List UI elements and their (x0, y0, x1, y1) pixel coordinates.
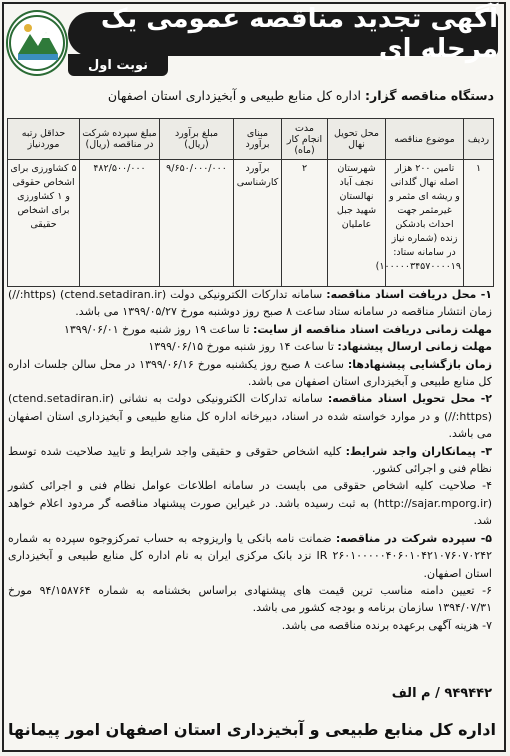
clause-text: تا ساعت ۱۹ روز شنبه مورخ ۱۳۹۹/۰۶/۰۱ (63, 322, 253, 336)
cell-min-rank: ۵ کشاورزی برای اشخاص حقوقی و ۱ کشاورزی برای اشخاص حقیقی (8, 160, 80, 287)
organizer-label: دستگاه مناقصه گزار: (365, 88, 494, 103)
col-header: محل تحویل نهال (328, 119, 386, 160)
clause-label: مهلت زمانی ارسال پیشنهاد: (337, 340, 492, 354)
table-header-row (8, 119, 494, 160)
round-label: نوبت اول (68, 54, 168, 76)
cell-estimate-basis: برآورد کارشناسی (234, 160, 282, 287)
clause-text: تا ساعت ۱۴ روز شنبه مورخ ۱۳۹۹/۰۶/۱۵ (148, 340, 338, 354)
notice-frame (2, 2, 506, 752)
clause-opening (8, 356, 492, 391)
organizer-name: اداره کل منابع طبیعی و آبخیزداری استان اصفهان (107, 88, 362, 103)
organization-logo (6, 10, 68, 76)
footer-org: اداره کل منابع طبیعی و آبخیزداری استان اصفهان امور پیمانها (8, 719, 496, 739)
clause-4: ۴- صلاحیت کلیه اشخاص حقوقی می بایست در سامانه اطلاعات عوامل نظام فنی و اجرائی کشور (http://sajar.mporg.ir) به ثبت رسیده باشد. در غیراین صورت پیشنهاد مناقصه گر مردود اعلام خواهد شد. (8, 479, 492, 528)
col-header: ردیف (464, 119, 494, 160)
cell-subject: تامین ۲۰۰ هزار اصله نهال گلدانی و ریشه ای مثمر و غیرمثمر جهت احداث بادشکن زنده (شماره نیاز در سامانه ستاد: ۱۰۰۰۰۰۳۴۵۷۰۰۰۰۱۹) (386, 160, 464, 287)
clause-label: ۵- سپرده شرکت در مناقصه: (335, 531, 492, 545)
table-row (8, 160, 494, 287)
clause-label: ۳- پیمانکاران واجد شرایط: (345, 444, 492, 458)
col-header: حداقل رتبه موردنیاز (8, 119, 80, 160)
clause-text: سامانه تدارکات الکترونیکی دولت (ctend.setadiran.ir) (https://) زمان انتشار مناقصه در سامانه ستاد ساعت ۸ صبح روز دوشنبه مورخ ۱۳۹۹/۰۵/۲۷ می باشد. (8, 288, 492, 319)
cell-row-number: ۱ (464, 160, 494, 287)
cell-estimate-amount: ۹/۶۵۰/۰۰۰/۰۰۰ (160, 160, 234, 287)
clause-3 (8, 443, 492, 478)
col-header: مبنای برآورد (234, 119, 282, 160)
clause-label: زمان بازگشایی پیشنهادها: (347, 357, 492, 371)
col-header: مبلغ سپرده شرکت در مناقصه (ریال) (80, 119, 160, 160)
clause-text: ساعت ۸ صبح روز یکشنبه مورخ ۱۳۹۹/۰۶/۱۶ در محل سالن جلسات اداره کل منابع طبیعی و آبخیزداری استان اصفهان می باشد. (8, 357, 492, 389)
clause-6: ۶- تعیین دامنه مناسب ترین قیمت های پیشنهادی براساس بخشنامه به شماره ۹۴/۱۵۸۷۶۴ مورخ ۱۳۹۴/۰۷/۳۱ سازمان برنامه و بودجه کشور می باشد. (8, 583, 493, 615)
clause-doc-deadline (8, 321, 492, 338)
clause-5 (8, 530, 492, 582)
tender-table (7, 118, 494, 287)
col-header: مدت انجام کار (ماه) (282, 119, 328, 160)
clause-7: ۷- هزینه آگهی برعهده برنده مناقصه می باشد. (281, 618, 492, 632)
cell-delivery-place: شهرستان نجف آباد نهالستان شهید جبل عاملیان (328, 160, 386, 287)
clause-label: مهلت زمانی دریافت اسناد مناقصه از سایت: (252, 322, 492, 336)
clause-2 (8, 390, 492, 442)
cell-deposit-amount: ۴۸۲/۵۰۰/۰۰۰ (80, 160, 160, 287)
clause-label: ۱- محل دریافت اسناد مناقصه: (326, 288, 492, 301)
organizer-line (10, 88, 494, 108)
notice-title: آگهی تجدید مناقصه عمومی یک مرحله ای (68, 12, 498, 56)
clause-text: سامانه تدارکات الکترونیکی دولت به نشانی (ctend.setadiran.ir) (https://) و در موارد خواسته شده در اسناد، دبیرخانه اداره کل منابع طبیعی و آبخیزداری استان اصفهان می باشد. (8, 392, 492, 441)
reference-number: ۹۴۹۴۴۲ / م الف (391, 686, 492, 701)
notice-body (8, 286, 492, 634)
col-header: مبلغ برآورد (ریال) (160, 119, 234, 160)
notice-header (6, 4, 498, 82)
clause-bid-deadline (8, 338, 492, 355)
col-header: موضوع مناقصه (386, 119, 464, 160)
clause-text: ضمانت نامه بانکی یا واریزوجه به حساب تمرکزوجوه سپرده به شماره IR ۲۶۰۱۰۰۰۰۰۴۰۶۰۱۰۴۲۱۰۷۶۰۷۰۲۴۲ نزد بانک مرکزی ایران به نام اداره کل منابع طبیعی و آبخیزداری استان اصفهان. (8, 531, 492, 580)
clause-text: کلیه اشخاص حقوقی و حقیقی واجد شرایط و تایید صلاحیت شده توسط نظام فنی و اجرائی کشور. (8, 444, 492, 476)
cell-duration: ۲ (282, 160, 328, 287)
clause-label: ۲- محل تحویل اسناد مناقصه: (327, 392, 492, 406)
clause-1 (8, 286, 492, 321)
